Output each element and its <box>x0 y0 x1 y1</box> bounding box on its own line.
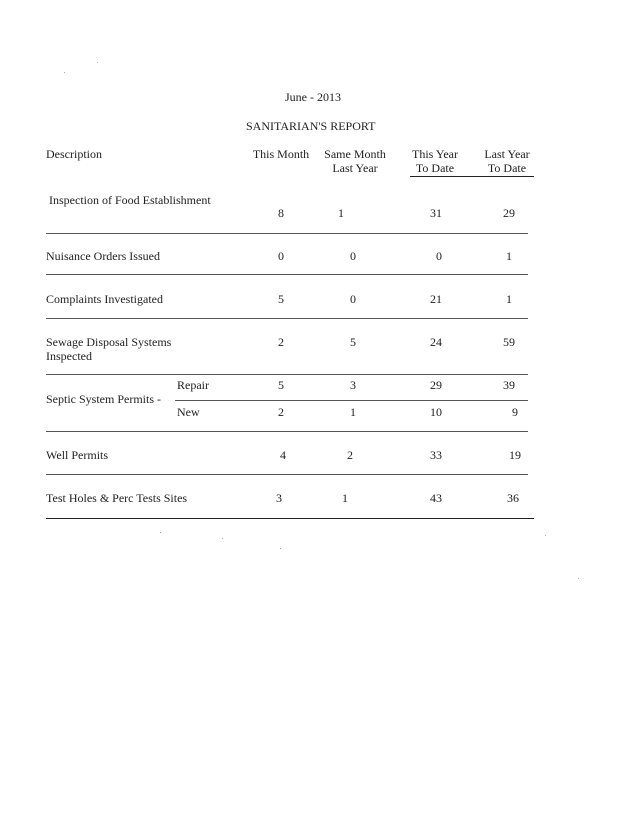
divider <box>46 431 528 432</box>
row-test-holes-last-year: 36 <box>507 491 519 505</box>
septic-divider <box>175 400 528 401</box>
septic-new-last-year: 9 <box>512 405 518 419</box>
divider <box>46 274 528 275</box>
row-well-last-year: 19 <box>509 448 521 462</box>
scan-speck <box>64 72 65 73</box>
row-sewage-this-month: 2 <box>278 335 284 349</box>
septic-new-this-year: 10 <box>430 405 442 419</box>
row-food-inspection-last-year: 29 <box>503 206 515 220</box>
row-sewage-label-line1: Sewage Disposal Systems <box>46 335 172 349</box>
row-nuisance-label: Nuisance Orders Issued <box>46 249 160 263</box>
scan-speck <box>280 548 281 549</box>
row-test-holes-this-year: 43 <box>430 491 442 505</box>
row-nuisance-last-year: 1 <box>506 249 512 263</box>
row-sewage-last-year: 59 <box>503 335 515 349</box>
septic-repair-this-year: 29 <box>430 378 442 392</box>
septic-new-label: New <box>177 405 200 419</box>
septic-new-same-month: 1 <box>350 405 356 419</box>
header-this-month: This Month <box>252 147 310 161</box>
header-last-year-line2: To Date <box>487 161 527 175</box>
row-food-inspection-label: Inspection of Food Establishment <box>49 193 211 207</box>
row-complaints-this-month: 5 <box>278 292 284 306</box>
septic-permits-label: Septic System Permits - <box>46 392 161 406</box>
row-well-this-year: 33 <box>430 448 442 462</box>
row-complaints-last-year: 1 <box>506 292 512 306</box>
header-last-year-line1: Last Year <box>484 147 530 161</box>
header-this-year-line1: This Year <box>411 147 458 161</box>
report-date: June - 2013 <box>285 90 341 104</box>
divider <box>46 233 528 234</box>
row-test-holes-label: Test Holes & Perc Tests Sites <box>46 491 188 505</box>
row-nuisance-same-month: 0 <box>350 249 356 263</box>
header-description: Description <box>46 147 102 161</box>
row-well-label: Well Permits <box>46 448 109 462</box>
row-complaints-this-year: 21 <box>430 292 442 306</box>
row-nuisance-this-month: 0 <box>278 249 284 263</box>
scan-speck <box>222 538 223 539</box>
row-complaints-label: Complaints Investigated <box>46 292 163 306</box>
row-sewage-same-month: 5 <box>350 335 356 349</box>
report-title: SANITARIAN'S REPORT <box>246 119 376 133</box>
row-well-same-month: 2 <box>347 448 353 462</box>
row-food-inspection-this-month: 8 <box>278 206 284 220</box>
row-food-inspection-this-year: 31 <box>430 206 442 220</box>
row-sewage-label-line2: Inspected <box>46 349 92 363</box>
row-nuisance-this-year: 0 <box>436 249 442 263</box>
row-well-this-month: 4 <box>280 448 286 462</box>
header-this-year-line2: To Date <box>415 161 455 175</box>
header-underline <box>410 176 534 177</box>
row-food-inspection-same-month: 1 <box>338 206 344 220</box>
divider <box>46 374 528 375</box>
scan-speck <box>97 62 98 63</box>
scan-speck <box>160 532 161 533</box>
row-sewage-this-year: 24 <box>430 335 442 349</box>
scan-speck <box>578 578 579 579</box>
septic-repair-last-year: 39 <box>503 378 515 392</box>
table-bottom-rule <box>46 518 534 519</box>
header-same-month-line1: Same Month <box>324 147 386 161</box>
septic-new-this-month: 2 <box>278 405 284 419</box>
septic-repair-label: Repair <box>177 378 209 392</box>
divider <box>46 318 528 319</box>
row-test-holes-this-month: 3 <box>276 491 282 505</box>
header-same-month-line2: Last Year <box>332 161 378 175</box>
row-test-holes-same-month: 1 <box>342 491 348 505</box>
scan-speck <box>545 535 546 536</box>
septic-repair-this-month: 5 <box>278 378 284 392</box>
septic-repair-same-month: 3 <box>350 378 356 392</box>
row-complaints-same-month: 0 <box>350 292 356 306</box>
divider <box>46 474 528 475</box>
